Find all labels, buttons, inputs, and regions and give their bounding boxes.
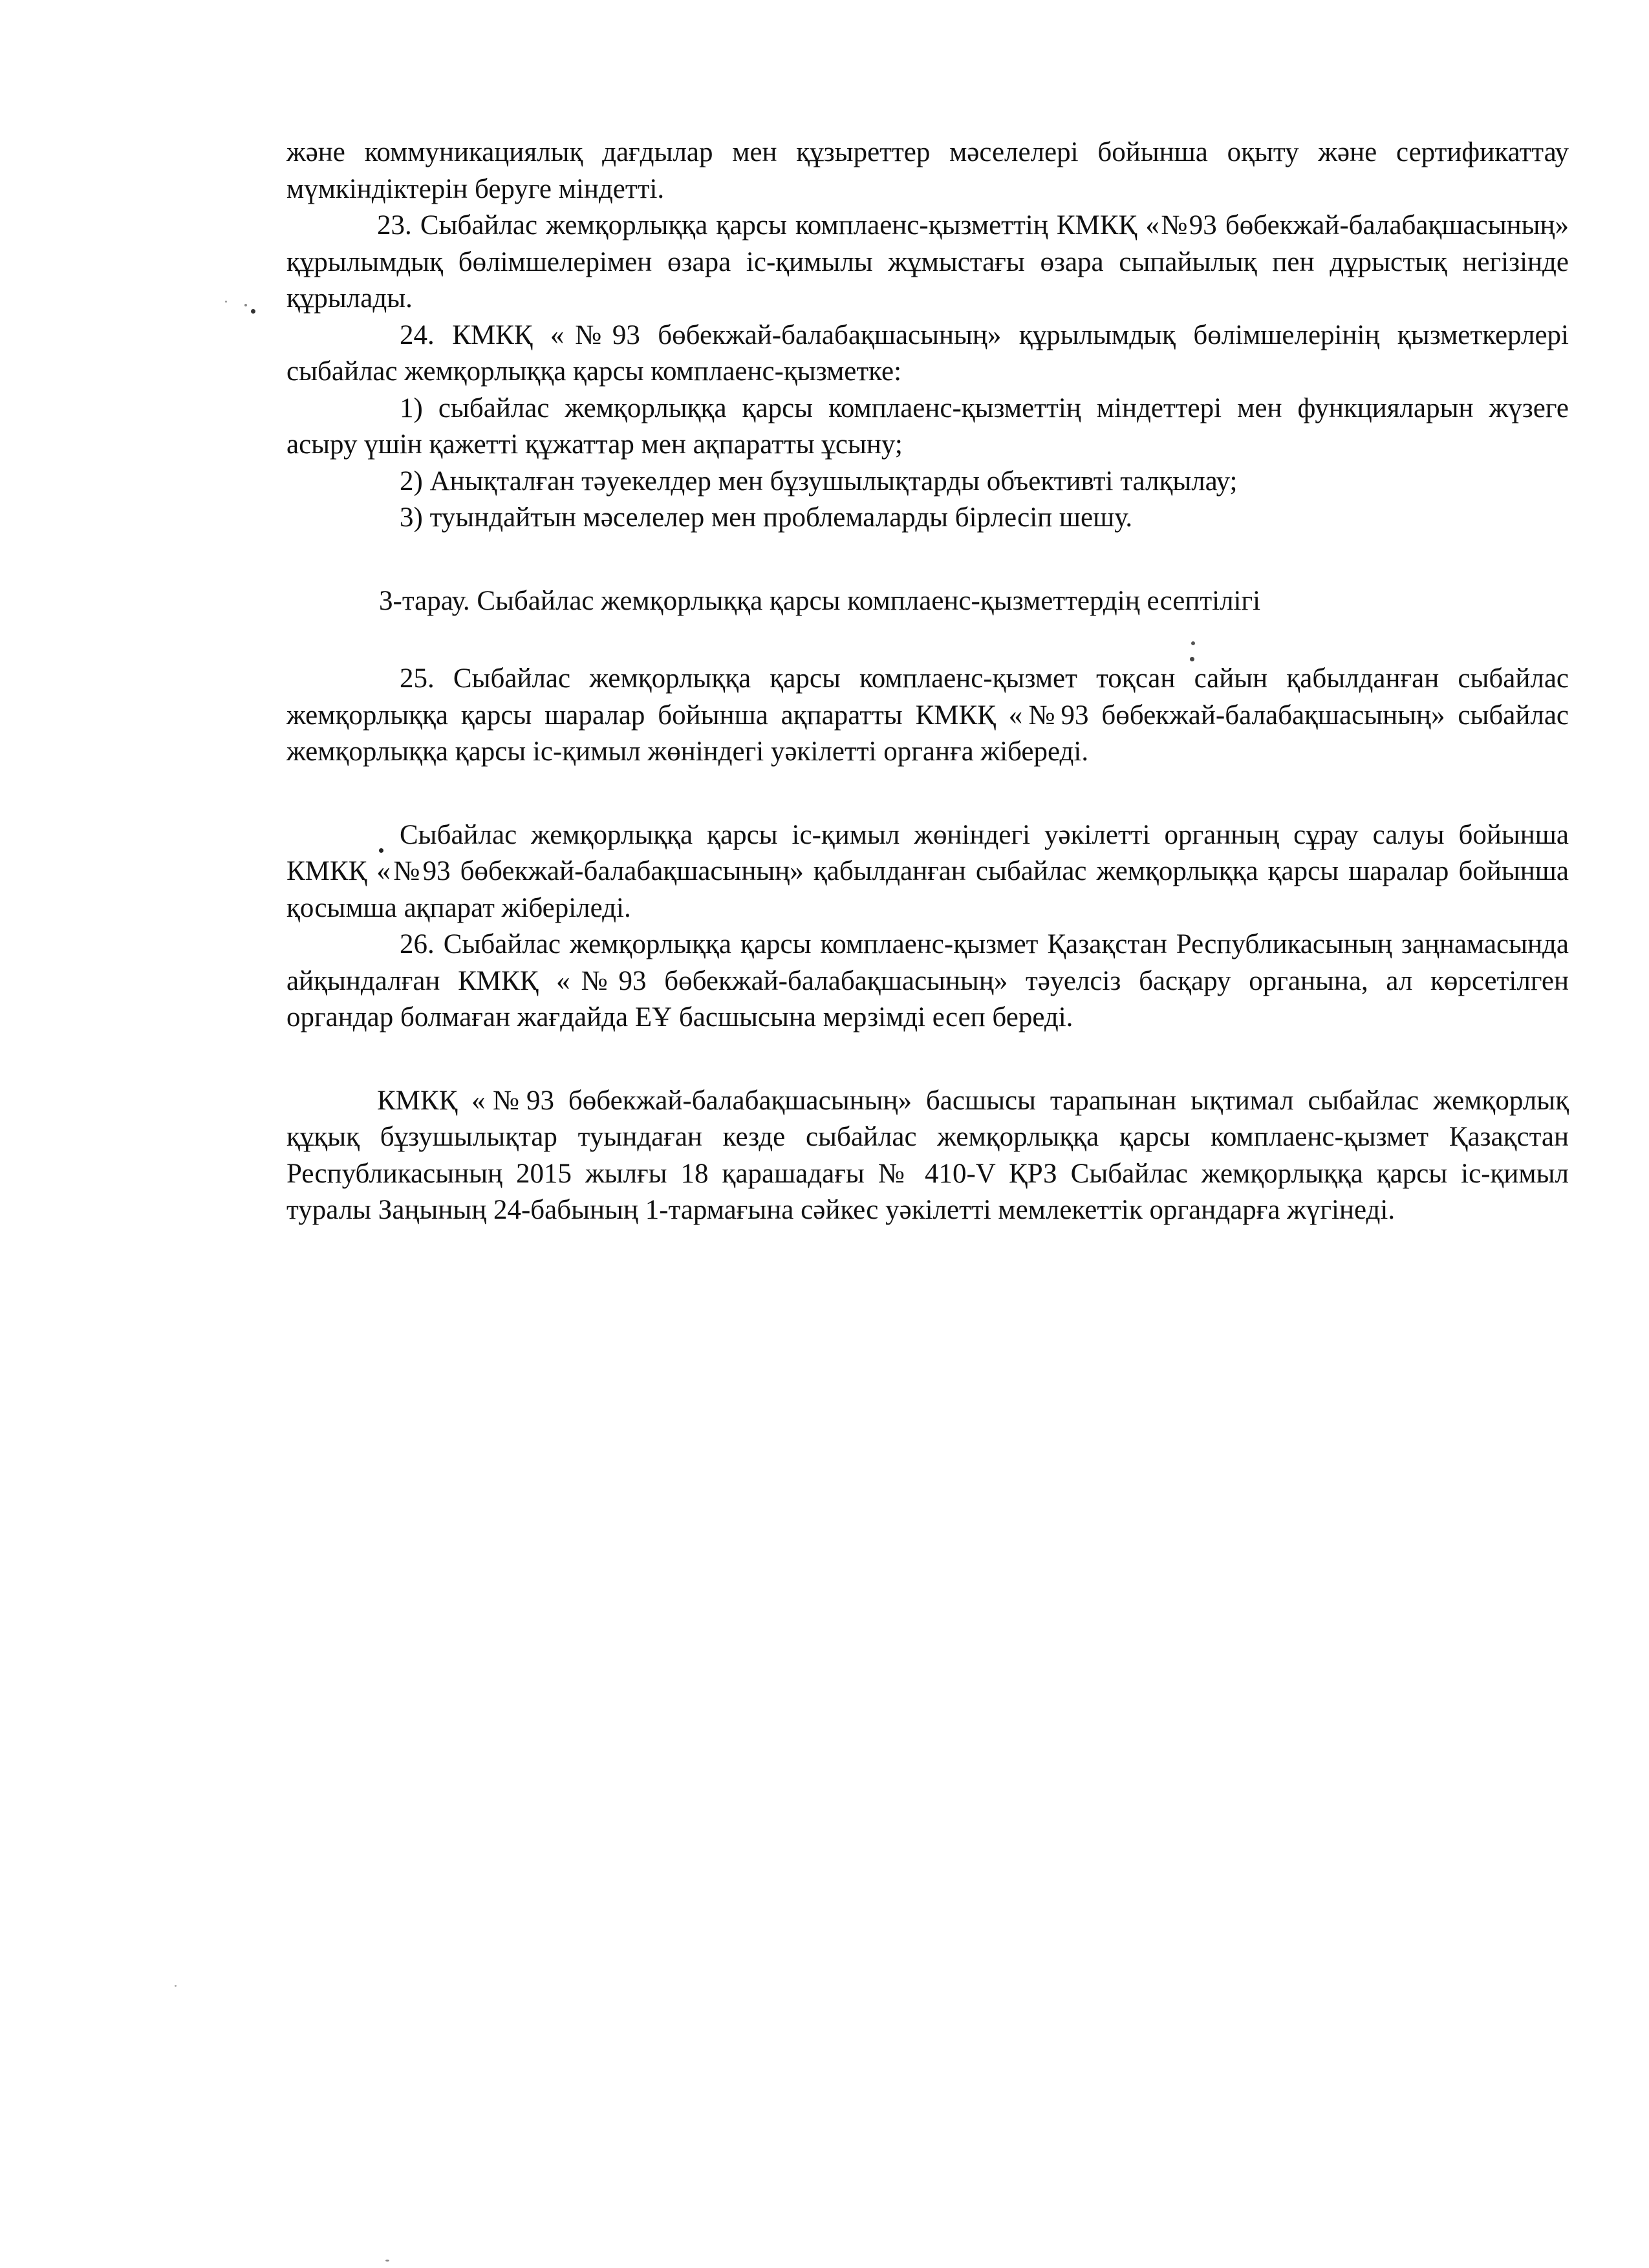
paragraph-26: 26. Сыбайлас жемқорлыққа қарсы комплаенс-қызмет Қазақстан Республикасының заңнамасында айқындалған КМКҚ «№93 бөбекжай-балабақшасының» тәуелсіз басқару органына, ал көрсетілген органдар болмаған жағдайда ЕҰ басшысына мерзімді есеп береді. — [286, 929, 1569, 1032]
scan-speck — [385, 2260, 389, 2262]
paragraph-25: 25. Сыбайлас жемқорлыққа қарсы комплаенс-қызмет тоқсан сайын қабылданған сыбайлас жемқорлыққа қарсы шаралар бойынша ақпаратты КМКҚ «№93 бөбекжай-балабақшасының» сыбайлас жемқорлыққа қарсы іс-қимыл жөніндегі уәкілетті органға жібереді. — [286, 663, 1569, 767]
paragraph-24: 24. КМКҚ «№93 бөбекжай-балабақшасының» құрылымдық бөлімшелерінің қызметкерлері сыбайлас жемқорлыққа қарсы комплаенс-қызметке: — [286, 319, 1569, 387]
scan-speck — [251, 309, 255, 314]
list-item-1: 1) сыбайлас жемқорлыққа қарсы комплаенс-қызметтің міндеттері мен функцияларын жүзеге асыру үшін қажетті құжаттар мен ақпаратты ұсыну; — [286, 392, 1569, 460]
scan-speck — [175, 1985, 177, 1987]
paragraph-continuation: және коммуникациялық дағдылар мен құзыреттер мәселелері бойынша оқыту және сертификаттау мүмкіндіктерін беруге міндетті. — [286, 137, 1569, 204]
paragraph-final: КМКҚ «№93 бөбекжай-балабақшасының» басшысы тарапынан ықтимал сыбайлас жемқорлық құқық бұзушылықтар туындаған кезде сыбайлас жемқорлыққа қарсы комплаенс-қызмет Қазақстан Республикасының 2015 жылғы 18 қарашадағы № 410-V ҚРЗ Сыбайлас жемқорлыққа қарсы іс-қимыл туралы Заңының 24-бабының 1-тармағына сәйкес уәкілетті мемлекеттік органдарға жүгінеді. — [286, 1085, 1569, 1225]
document-body — [286, 134, 1569, 1229]
list-item-3: 3) туындайтын мәселелер мен проблемаларды бірлесіп шешу. — [400, 502, 1133, 533]
list-item-2: 2) Анықталған тәуекелдер мен бұзушылықтарды объективті талқылау; — [400, 465, 1238, 497]
scan-speck — [225, 301, 227, 303]
paragraph-23: 23. Сыбайлас жемқорлыққа қарсы комплаенс-қызметтің КМКҚ «№93 бөбекжай-балабақшасының» құрылымдық бөлімшелерімен өзара іс-қимылы жұмыстағы өзара сыпайылық пен дұрыстық негізінде құрылады. — [286, 210, 1569, 314]
chapter-heading: 3-тарау. Сыбайлас жемқорлыққа қарсы комплаенс-қызметтердің есептілігі — [379, 585, 1261, 616]
paragraph-request: Сыбайлас жемқорлыққа қарсы іс-қимыл жөніндегі уәкілетті органның сұрау салуы бойынша КМКҚ «№93 бөбекжай-балабақшасының» қабылданған сыбайлас жемқорлыққа қарсы шаралар бойынша қосымша ақпарат жіберіледі. — [286, 819, 1569, 923]
scan-speck — [244, 304, 247, 306]
